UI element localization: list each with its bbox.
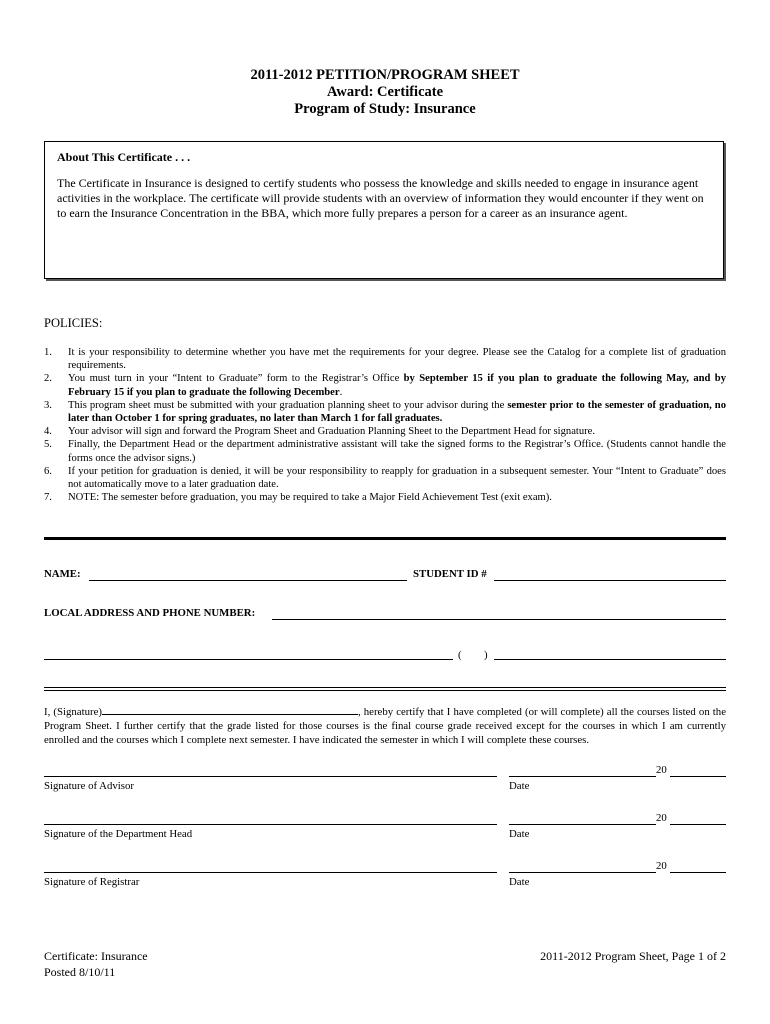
policies-heading: POLICIES: <box>44 316 103 330</box>
advisor-signature-label: Signature of Advisor <box>44 780 134 792</box>
policies-list <box>44 346 726 504</box>
double-divider <box>44 687 726 691</box>
name-field[interactable] <box>89 580 407 581</box>
student-id-label: STUDENT ID # <box>413 568 487 580</box>
policy-item: 3. This program sheet must be submitted with your graduation planning sheet to your advisor during the semester prior to the semester of graduation, no later than October 1 for spring graduates, no later than March 1 for fall graduates. <box>44 399 726 425</box>
advisor-date-field[interactable] <box>509 776 656 777</box>
policy-item: 5. Finally, the Department Head or the department administrative assistant will take the signed forms to the Registrar’s Office. (Students cannot handle the forms once the advisor signs.) <box>44 439 726 464</box>
footer-program: Certificate: Insurance <box>44 949 148 963</box>
advisor-year-field[interactable] <box>670 776 726 777</box>
about-certificate-box <box>44 141 724 279</box>
certification-prefix: I, (Signature) <box>44 706 102 718</box>
registrar-signature-label: Signature of Registrar <box>44 876 140 888</box>
award-line: Award: Certificate <box>326 84 444 100</box>
program-line: Program of Study: Insurance <box>294 101 476 117</box>
dept-head-signature-field[interactable] <box>44 824 497 825</box>
policy-item: 4. Your advisor will sign and forward the Program Sheet and Graduation Planning Sheet to the Department Head for signature. <box>44 426 596 438</box>
phone-area-close: ) <box>484 649 488 661</box>
advisor-signature-field[interactable] <box>44 776 497 777</box>
address-label: LOCAL ADDRESS AND PHONE NUMBER: <box>44 607 256 619</box>
advisor-year-prefix: 20 <box>656 764 667 776</box>
certification-signature-field[interactable] <box>102 704 358 715</box>
registrar-year-prefix: 20 <box>656 860 667 872</box>
footer-posted-date: Posted 8/10/11 <box>44 965 116 979</box>
policy-item: 2. You must turn in your “Intent to Graduate” form to the Registrar’s Office by September 15 if you plan to graduate the following May, and by February 15 if you plan to graduate the following December. <box>44 373 726 398</box>
registrar-year-field[interactable] <box>670 872 726 873</box>
certification-text: , hereby certify that I have completed (or will complete) all the courses listed on the Program Sheet. I further certify that the grade listed for those courses is the final course grade received except for the courses in which I am currently enrolled and the courses which I complete next semester. I have indicated the semester in which I will complete these courses. <box>44 706 726 746</box>
policy-item: 1. It is your responsibility to determine whether you have met the requirements for your degree. Please see the Catalog for a complete list of graduation requirements. <box>44 347 726 372</box>
policy-item: 7. NOTE: The semester before graduation, you may be required to take a Major Field Achievement Test (exit exam). <box>44 492 552 504</box>
phone-number-field[interactable] <box>494 659 726 660</box>
about-heading: About This Certificate . . . <box>57 150 191 164</box>
title-line-1: 2011-2012 PETITION/PROGRAM SHEET <box>250 67 520 83</box>
address-line-2-field[interactable] <box>44 659 453 660</box>
dept-head-signature-label: Signature of the Department Head <box>44 828 193 840</box>
student-id-field[interactable] <box>494 580 726 581</box>
registrar-signature-field[interactable] <box>44 872 497 873</box>
advisor-date-label: Date <box>509 780 530 792</box>
footer-page-number: 2011-2012 Program Sheet, Page 1 of 2 <box>540 949 726 963</box>
section-divider <box>44 537 726 540</box>
dept-head-date-field[interactable] <box>509 824 656 825</box>
about-body: The Certificate in Insurance is designed to certify students who possess the knowledge and skills needed to engage in insurance agent activities in the workplace. The certificate will provide students with an overview of information they would encounter if they went on to earn the Insurance Concentration in the BBA, which more fully prepares a person for a career as an insurance agent. <box>57 176 704 220</box>
policy-item: 6. If your petition for graduation is denied, it will be your responsibility to reapply for graduation in a subsequent semester. Your “Intent to Graduate” does not automatically move to a later graduation date. <box>44 465 726 491</box>
dept-head-year-prefix: 20 <box>656 812 667 824</box>
registrar-date-field[interactable] <box>509 872 656 873</box>
name-label: NAME: <box>44 568 81 580</box>
registrar-date-label: Date <box>509 876 530 888</box>
certification-statement <box>44 704 726 747</box>
dept-head-year-field[interactable] <box>670 824 726 825</box>
dept-head-date-label: Date <box>509 828 530 840</box>
address-field[interactable] <box>272 619 726 620</box>
phone-area-open: ( <box>458 649 462 661</box>
